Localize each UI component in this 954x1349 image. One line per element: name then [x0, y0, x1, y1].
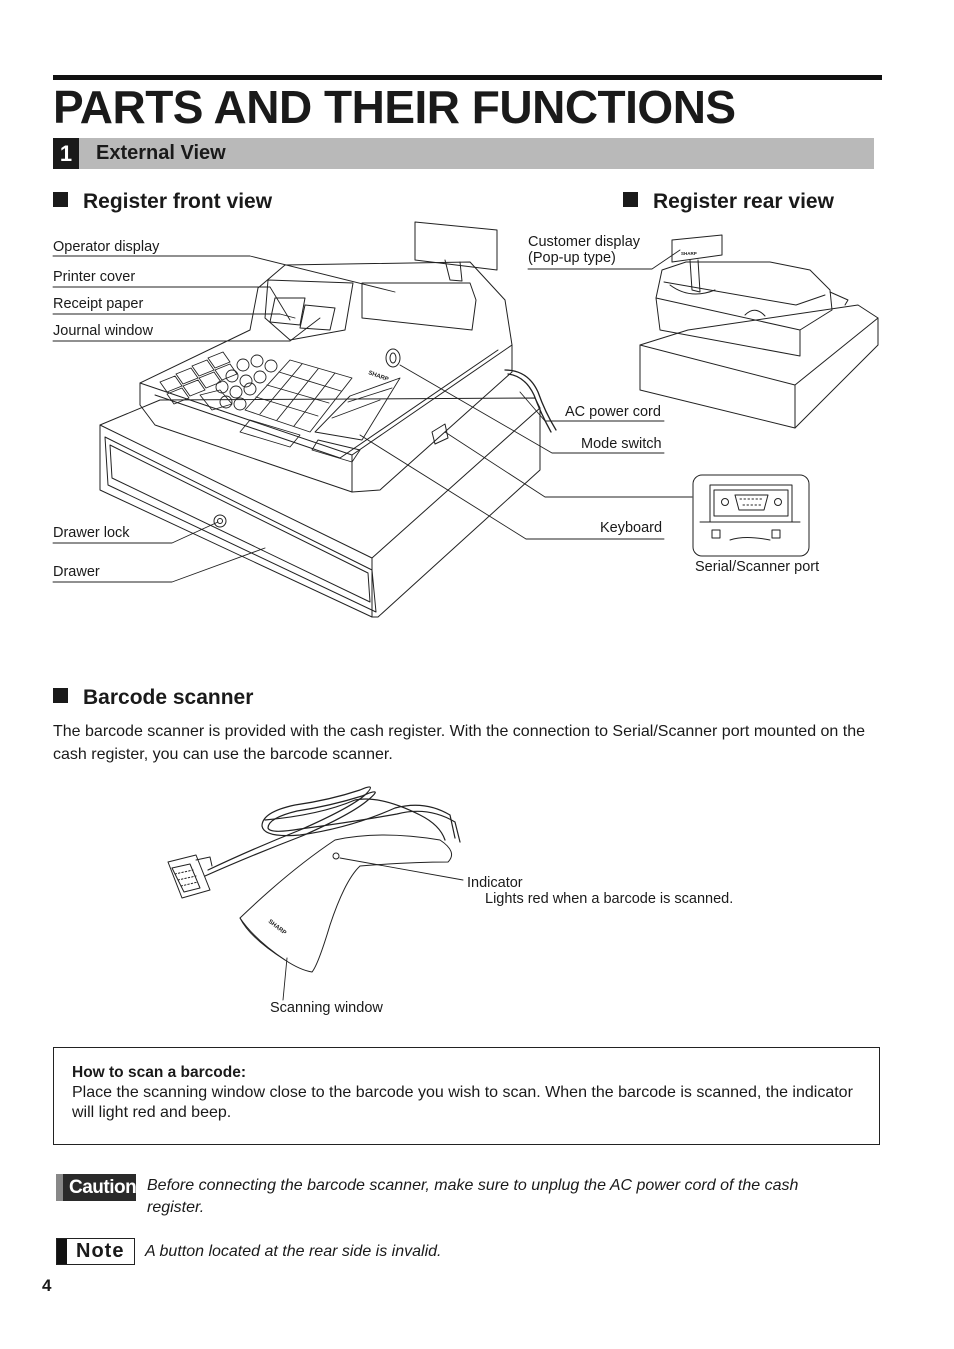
section-title: External View	[96, 142, 226, 164]
page-number: 4	[42, 1276, 52, 1295]
howto-body: Place the scanning window close to the barcode you wish to scan. When the barcode is scanned, the indicator will light red and beep.	[72, 1084, 853, 1121]
brand-logo-front: SHARP	[367, 370, 390, 384]
barcode-heading: Barcode scanner	[53, 685, 253, 711]
cash-register-rear-illustration	[640, 235, 878, 428]
note-badge-label: Note	[76, 1240, 125, 1262]
section-number: 1	[53, 138, 79, 169]
label-pop-up-type: (Pop-up type)	[528, 250, 616, 266]
label-printer-cover: Printer cover	[53, 269, 136, 285]
label-operator-display: Operator display	[53, 239, 160, 255]
label-keyboard: Keyboard	[600, 520, 663, 536]
barcode-paragraph: The barcode scanner is provided with the cash register. With the connection to Serial/Scanner port mounted on the cash register, you can use the barcode scanner.	[53, 723, 866, 763]
caution-badge-label: Caution	[69, 1177, 137, 1198]
front-view-heading: Register front view	[53, 189, 272, 215]
label-scanning-window: Scanning window	[270, 1000, 383, 1016]
cash-register-front-illustration	[100, 222, 556, 617]
note-badge	[56, 1238, 135, 1265]
label-receipt-paper: Receipt paper	[53, 296, 144, 312]
label-journal-window: Journal window	[53, 323, 153, 339]
note-text: A button located at the rear side is invalid.	[145, 1243, 442, 1260]
label-indicator: Indicator	[467, 875, 523, 891]
label-drawer: Drawer	[53, 564, 100, 580]
label-ac-power-cord: AC power cord	[565, 404, 661, 420]
label-drawer-lock: Drawer lock	[53, 525, 130, 541]
caution-text: Before connecting the barcode scanner, make sure to unplug the AC power cord of the cash register.	[147, 1177, 799, 1216]
page-title: PARTS AND THEIR FUNCTIONS	[53, 81, 736, 133]
rear-view-heading: Register rear view	[623, 189, 834, 215]
caution-badge	[56, 1174, 136, 1201]
scanner-leader-lines	[283, 858, 463, 1000]
note-badge-block	[57, 1239, 67, 1264]
label-indicator-description: Lights red when a barcode is scanned.	[485, 891, 734, 907]
label-mode-switch: Mode switch	[581, 436, 662, 452]
barcode-scanner-illustration	[168, 787, 460, 972]
brand-logo-rear: SHARP	[681, 251, 697, 256]
serial-port-inset	[693, 475, 809, 556]
label-customer-display: Customer display	[528, 234, 641, 250]
brand-logo-scanner: SHARP	[266, 918, 288, 937]
howto-title: How to scan a barcode:	[72, 1064, 246, 1081]
caution-badge-stripe	[56, 1174, 63, 1201]
label-serial-scanner-port: Serial/Scanner port	[695, 559, 820, 575]
